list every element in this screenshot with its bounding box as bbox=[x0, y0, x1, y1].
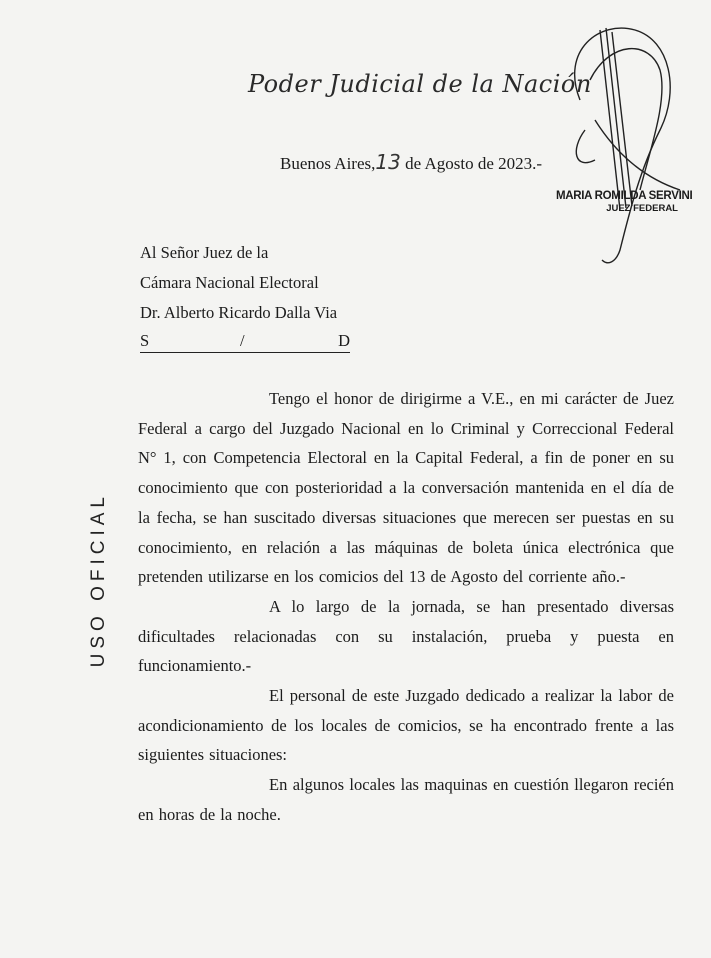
date-prefix: Buenos Aires, bbox=[280, 154, 376, 173]
letter-body bbox=[138, 384, 674, 830]
signer-role: JUEZ FEDERAL bbox=[606, 203, 678, 214]
addressee-line-3: Dr. Alberto Ricardo Dalla Via bbox=[140, 303, 338, 322]
addressee-line-1: Al Señor Juez de la bbox=[140, 243, 269, 262]
date-suffix: de Agosto de 2023.- bbox=[400, 154, 543, 173]
sd-line bbox=[140, 330, 350, 353]
letterhead-title: Poder Judicial de la Nación bbox=[248, 70, 592, 98]
paragraph-1: Tengo el honor de dirigirme a V.E., en mi carácter de Juez Federal a cargo del Juzgado Nacional en lo Criminal y Correccional Federal N° 1, con Competencia Electoral en la Capital Federal, a fin de poner en su conocimiento que con posterioridad a la conversación mantenida en el día de la fecha, se han suscitado diversas situaciones que merecen ser puestas en su conocimiento, en relación a las máquinas de boleta única electrónica que pretenden utilizarse en los comicios del 13 de Agosto del corriente año.- bbox=[138, 389, 674, 587]
uso-oficial-side-stamp: USO OFICIAL bbox=[88, 492, 109, 668]
addressee-line-2: Cámara Nacional Electoral bbox=[140, 273, 319, 292]
paragraph-3: El personal de este Juzgado dedicado a realizar la labor de acondicionamiento de los locales de comicios, se ha encontrado frente a las siguientes situaciones: bbox=[138, 686, 674, 765]
sd-slash: / bbox=[240, 331, 245, 350]
paragraph-4: En algunos locales las maquinas en cuestión llegaron recién en horas de la noche. bbox=[138, 775, 674, 824]
sd-d: D bbox=[338, 331, 350, 350]
addressee-block bbox=[140, 238, 350, 353]
signer-name: MARIA ROMILDA SERVINI bbox=[556, 190, 693, 202]
signer-stamp bbox=[556, 190, 693, 214]
handwritten-signature bbox=[540, 10, 693, 270]
date-day-handwritten: 13 bbox=[375, 150, 401, 174]
sd-s: S bbox=[140, 331, 150, 350]
paragraph-2: A lo largo de la jornada, se han presentado diversas dificultades relacionadas con su instalación, prueba y puesta en funcionamiento.- bbox=[138, 596, 674, 676]
date-line bbox=[280, 150, 542, 174]
